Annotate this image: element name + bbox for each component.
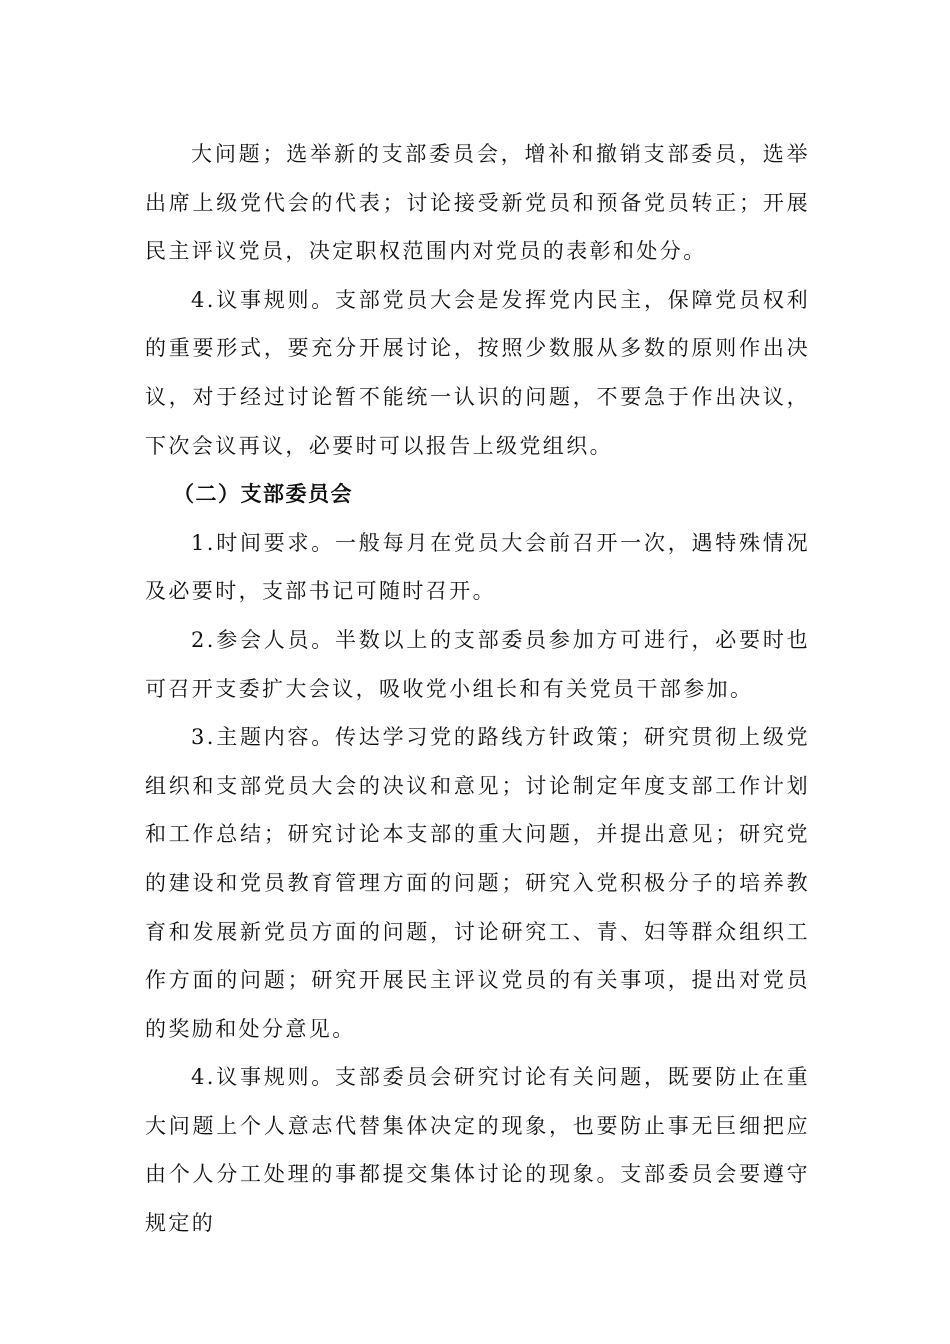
document-body — [145, 130, 810, 1248]
paragraph-topics: 3.主题内容。传达学习党的路线方针政策；研究贯彻上级党组织和支部党员大会的决议和意见；讨论制定年度支部工作计划和工作总结；研究讨论本支部的重大问题，并提出意见；研究党的建设和党员教育管理方面的问题；研究入党积极分子的培养教育和发展新党员方面的问题，讨论研究工、青、妇等群众组织工作方面的问题；研究开展民主评议党员的有关事项，提出对党员的奖励和处分意见。 — [145, 725, 810, 1041]
paragraph-time-requirements: 1.时间要求。一般每月在党员大会前召开一次，遇特殊情况及必要时，支部书记可随时召开。 — [145, 530, 810, 604]
paragraph-participants: 2.参会人员。半数以上的支部委员参加方可进行，必要时也可召开支委扩大会议，吸收党小组长和有关党员干部参加。 — [145, 627, 810, 701]
section-heading: （二）支部委员会 — [173, 482, 353, 507]
paragraph-deliberation-rules: 4.议事规则。支部党员大会是发挥党内民主，保障党员权利的重要形式，要充分开展讨论，按照少数服从多数的原则作出决议，对于经过讨论暂不能统一认识的问题，不要急于作出决议，下次会议再议，必要时可以报告上级党组织。 — [145, 287, 810, 458]
paragraph-continuation: 大问题；选举新的支部委员会，增补和撤销支部委员，选举出席上级党代会的代表；讨论接受新党员和预备党员转正；开展民主评议党员，决定职权范围内对党员的表彰和处分。 — [145, 142, 810, 264]
paragraph-committee-rules: 4.议事规则。支部委员会研究讨论有关问题，既要防止在重大问题上个人意志代替集体决定的现象，也要防止事无巨细把应由个人分工处理的事都提交集体讨论的现象。支部委员会要遵守规定的 — [145, 1065, 810, 1236]
